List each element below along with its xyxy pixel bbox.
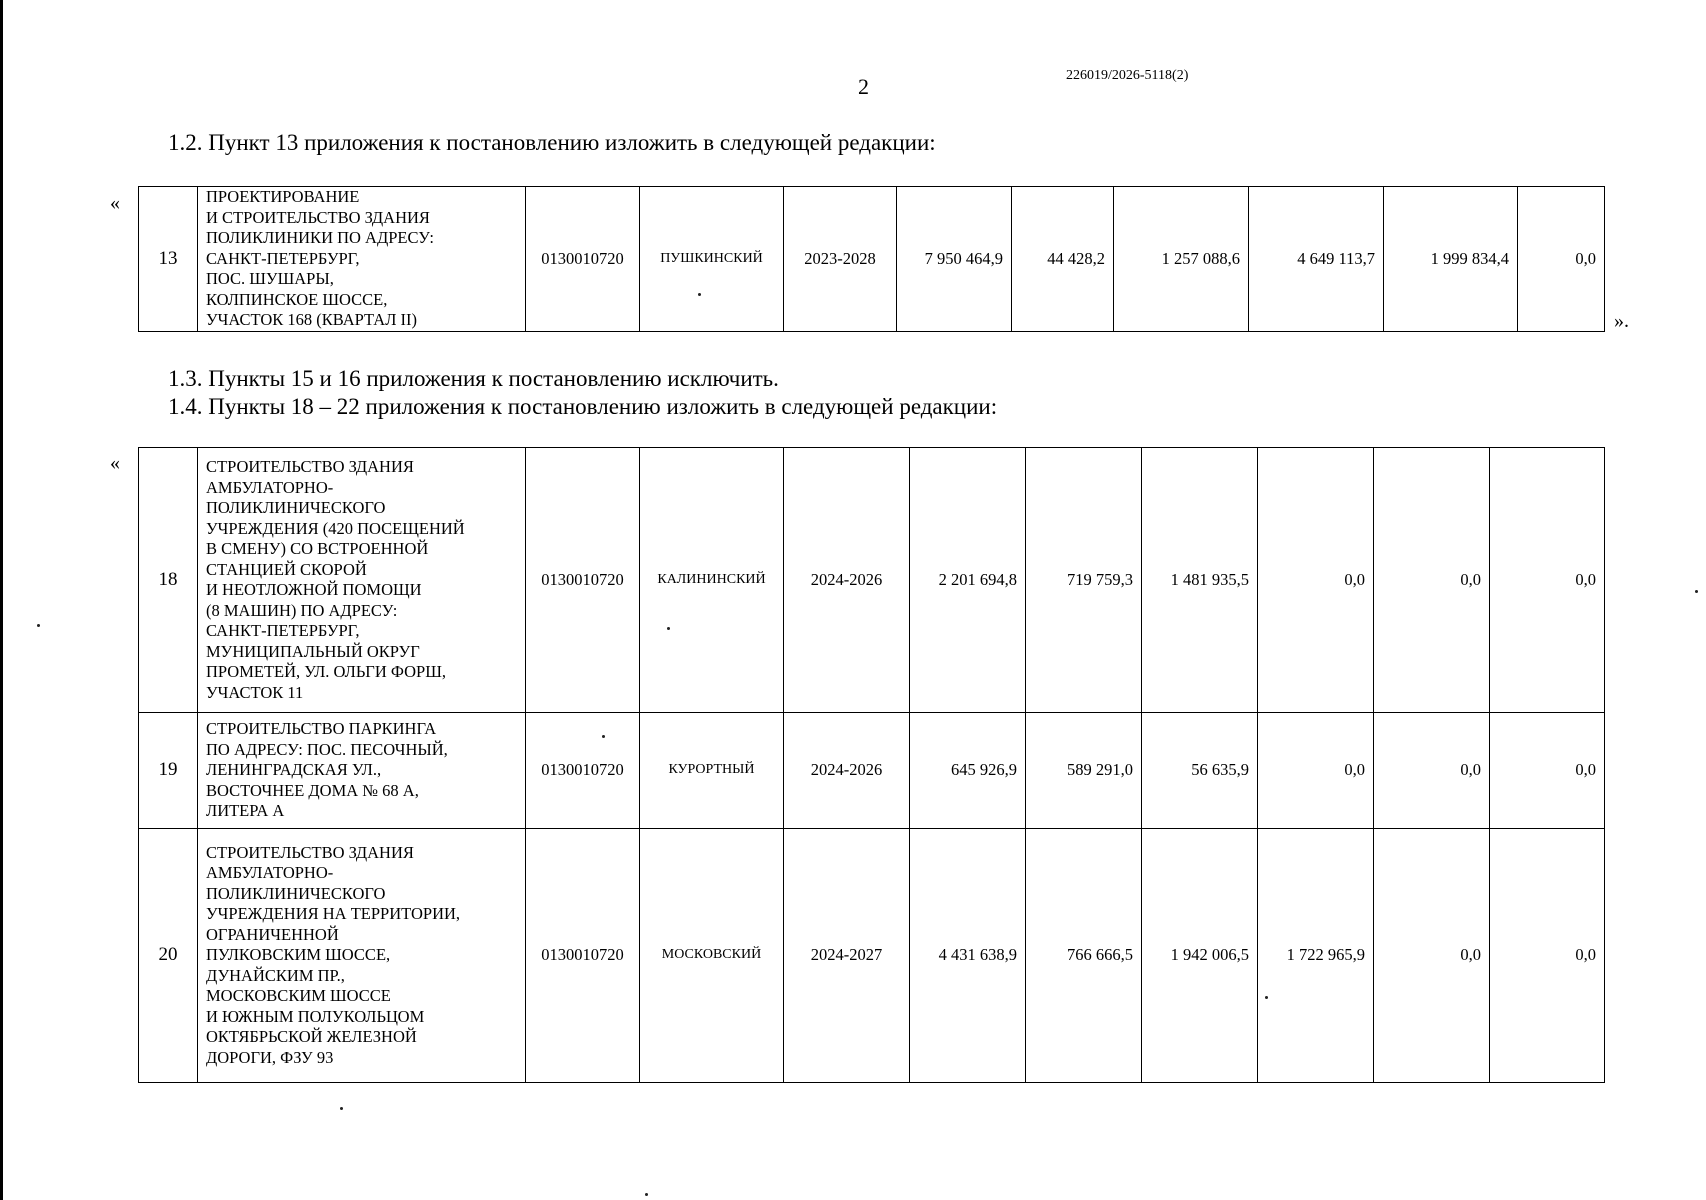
item-value-5: 0,0 bbox=[1518, 187, 1605, 332]
item-name bbox=[198, 829, 526, 1083]
item-value-1: 766 666,5 bbox=[1026, 829, 1142, 1083]
item-name-line: ДОРОГИ, ФЗУ 93 bbox=[206, 1047, 334, 1067]
item-total-cost: 4 431 638,9 bbox=[910, 829, 1026, 1083]
item-name-line: ЛИТЕРА А bbox=[206, 801, 285, 821]
scan-speck bbox=[37, 624, 40, 627]
item-period: 2024-2026 bbox=[784, 448, 910, 713]
item-name-line: ПО АДРЕСУ: ПОС. ПЕСОЧНЫЙ, bbox=[206, 739, 448, 759]
item-value-2: 1 257 088,6 bbox=[1114, 187, 1249, 332]
table-items-18-20 bbox=[138, 447, 1605, 1083]
scan-speck bbox=[667, 627, 670, 630]
item-name-line: МУНИЦИПАЛЬНЫЙ ОКРУГ bbox=[206, 641, 420, 661]
item-value-5: 0,0 bbox=[1490, 829, 1605, 1083]
paragraph-1-3: 1.3. Пункты 15 и 16 приложения к постановлению исключить. bbox=[168, 366, 779, 391]
item-name-line: И НЕОТЛОЖНОЙ ПОМОЩИ bbox=[206, 580, 422, 599]
item-name-line: В СМЕНУ) СО ВСТРОЕННОЙ bbox=[206, 539, 429, 558]
item-name-line: АМБУЛАТОРНО- bbox=[206, 863, 334, 883]
item-name-line: ПРОМЕТЕЙ, УЛ. ОЛЬГИ ФОРШ, bbox=[206, 662, 446, 681]
item-name-line: МОСКОВСКИМ ШОССЕ bbox=[206, 986, 391, 1006]
item-total-cost: 7 950 464,9 bbox=[897, 187, 1012, 332]
item-value-2: 56 635,9 bbox=[1142, 713, 1258, 829]
document-code: 226019/2026-5118(2) bbox=[1066, 68, 1189, 83]
item-name-line: ПОЛИКЛИНИЧЕСКОГО bbox=[206, 883, 386, 903]
item-name bbox=[198, 448, 526, 713]
item-value-3: 0,0 bbox=[1258, 448, 1374, 713]
item-name-line: ПУЛКОВСКИМ ШОССЕ, bbox=[206, 945, 391, 965]
scan-edge bbox=[0, 0, 3, 1200]
scan-speck bbox=[602, 735, 605, 738]
item-value-3: 0,0 bbox=[1258, 713, 1374, 829]
item-district: КАЛИНИНСКИЙ bbox=[640, 448, 784, 713]
item-code: 0130010720 bbox=[526, 448, 640, 713]
item-name-line: САНКТ-ПЕТЕРБУРГ, bbox=[206, 248, 360, 268]
item-value-2: 1 942 006,5 bbox=[1142, 829, 1258, 1083]
item-name-line: УЧАСТОК 11 bbox=[206, 682, 304, 702]
item-value-2: 1 481 935,5 bbox=[1142, 448, 1258, 713]
item-name-line: АМБУЛАТОРНО- bbox=[206, 477, 334, 497]
paragraph-1-2: 1.2. Пункт 13 приложения к постановлению изложить в следующей редакции: bbox=[168, 130, 936, 155]
item-name-line: УЧРЕЖДЕНИЯ (420 ПОСЕЩЕНИЙ bbox=[206, 518, 465, 538]
item-name-line: ПОЛИКЛИНИКИ ПО АДРЕСУ: bbox=[206, 228, 434, 247]
item-number: 13 bbox=[139, 187, 198, 332]
item-value-4: 0,0 bbox=[1374, 829, 1490, 1083]
item-name-line: УЧАСТОК 168 (КВАРТАЛ II) bbox=[206, 310, 418, 329]
item-value-4: 1 999 834,4 bbox=[1384, 187, 1518, 332]
item-number: 20 bbox=[139, 829, 198, 1083]
item-name-line: ПОС. ШУШАРЫ, bbox=[206, 269, 334, 288]
item-name-line: УЧРЕЖДЕНИЯ НА ТЕРРИТОРИИ, bbox=[206, 904, 461, 924]
item-name-line: СТРОИТЕЛЬСТВО ПАРКИНГА bbox=[206, 719, 437, 739]
item-name-line: ПРОЕКТИРОВАНИЕ bbox=[206, 187, 360, 206]
item-value-4: 0,0 bbox=[1374, 713, 1490, 829]
item-value-1: 589 291,0 bbox=[1026, 713, 1142, 829]
item-value-5: 0,0 bbox=[1490, 448, 1605, 713]
table-item-13 bbox=[138, 186, 1605, 332]
item-name bbox=[198, 187, 526, 332]
item-district: МОСКОВСКИЙ bbox=[640, 829, 784, 1083]
item-name-line: ОГРАНИЧЕННОЙ bbox=[206, 924, 339, 944]
scan-speck bbox=[340, 1107, 343, 1110]
item-code: 0130010720 bbox=[526, 187, 640, 332]
item-name-line: ПОЛИКЛИНИЧЕСКОГО bbox=[206, 498, 386, 517]
item-value-1: 719 759,3 bbox=[1026, 448, 1142, 713]
item-period: 2023-2028 bbox=[784, 187, 897, 332]
item-name-line: И СТРОИТЕЛЬСТВО ЗДАНИЯ bbox=[206, 207, 430, 227]
paragraph-1-4: 1.4. Пункты 18 – 22 приложения к постановлению изложить в следующей редакции: bbox=[168, 394, 998, 419]
item-name-line: САНКТ-ПЕТЕРБУРГ, bbox=[206, 621, 360, 640]
item-number: 19 bbox=[139, 713, 198, 829]
table-row bbox=[139, 187, 1605, 332]
item-name-line: СТРОИТЕЛЬСТВО ЗДАНИЯ bbox=[206, 842, 414, 862]
item-code: 0130010720 bbox=[526, 713, 640, 829]
item-name-line: ЛЕНИНГРАДСКАЯ УЛ., bbox=[206, 760, 382, 780]
open-quote-1: « bbox=[110, 192, 120, 214]
item-name-line: КОЛПИНСКОЕ ШОССЕ, bbox=[206, 289, 388, 309]
item-name-line: ДУНАЙСКИМ ПР., bbox=[206, 965, 345, 985]
item-name-line: ОКТЯБРЬСКОЙ ЖЕЛЕЗНОЙ bbox=[206, 1027, 417, 1047]
item-name-line: И ЮЖНЫМ ПОЛУКОЛЬЦОМ bbox=[206, 1006, 425, 1026]
table-row bbox=[139, 448, 1605, 713]
item-name-line: СТРОИТЕЛЬСТВО ЗДАНИЯ bbox=[206, 457, 414, 476]
scan-speck bbox=[1265, 996, 1268, 999]
item-district: КУРОРТНЫЙ bbox=[640, 713, 784, 829]
scan-speck bbox=[645, 1193, 648, 1196]
scan-speck bbox=[1695, 590, 1698, 593]
item-value-5: 0,0 bbox=[1490, 713, 1605, 829]
table-row bbox=[139, 829, 1605, 1083]
item-code: 0130010720 bbox=[526, 829, 640, 1083]
item-total-cost: 645 926,9 bbox=[910, 713, 1026, 829]
item-value-1: 44 428,2 bbox=[1012, 187, 1114, 332]
item-period: 2024-2026 bbox=[784, 713, 910, 829]
item-name-line: (8 МАШИН) ПО АДРЕСУ: bbox=[206, 600, 398, 620]
open-quote-2: « bbox=[110, 452, 120, 474]
item-number: 18 bbox=[139, 448, 198, 713]
item-value-3: 4 649 113,7 bbox=[1249, 187, 1384, 332]
item-value-4: 0,0 bbox=[1374, 448, 1490, 713]
item-total-cost: 2 201 694,8 bbox=[910, 448, 1026, 713]
page-number: 2 bbox=[858, 74, 869, 99]
item-name-line: ВОСТОЧНЕЕ ДОМА № 68 А, bbox=[206, 780, 419, 800]
item-value-3: 1 722 965,9 bbox=[1258, 829, 1374, 1083]
table-row bbox=[139, 713, 1605, 829]
item-name-line: СТАНЦИЕЙ СКОРОЙ bbox=[206, 559, 367, 579]
close-quote-1: ». bbox=[1614, 310, 1629, 332]
item-district: ПУШКИНСКИЙ bbox=[640, 187, 784, 332]
scan-speck bbox=[698, 293, 701, 296]
item-name bbox=[198, 713, 526, 829]
item-period: 2024-2027 bbox=[784, 829, 910, 1083]
